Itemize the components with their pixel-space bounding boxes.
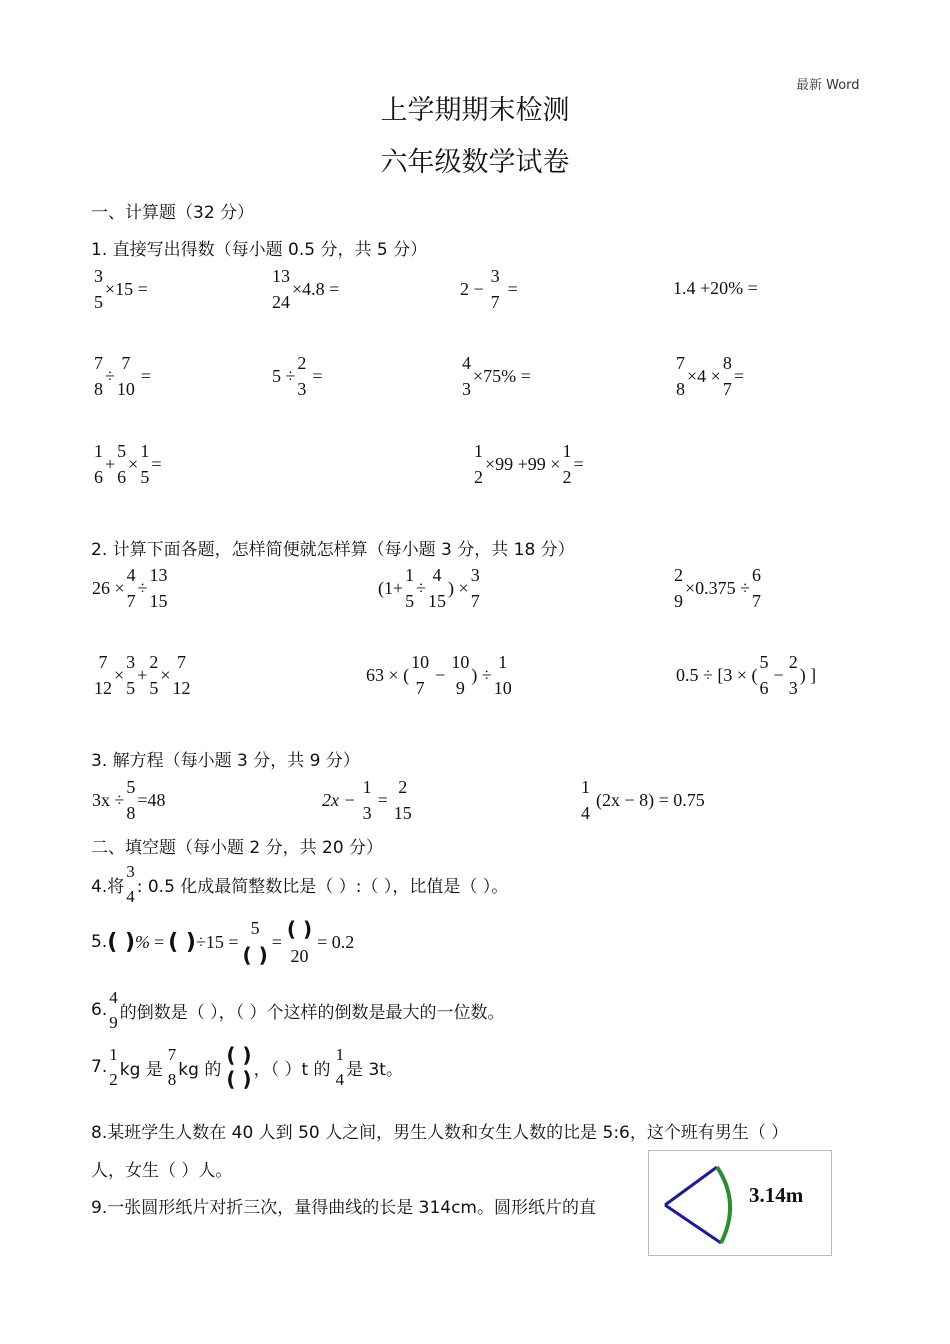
q6: 6. 4 9 的倒数是（ ），（ ）个这样的倒数是最大的一位数。 [91,988,505,1032]
q2-d: 7 12 × 3 5 + 2 5 × 7 12 [94,652,191,698]
q1-r2c2: 5 ÷ 2 3 = [272,353,323,399]
q2-b: (1+ 1 5 ÷ 4 15 ) × 3 7 [378,565,480,611]
q1-r1c4: 1.4 +20% = [673,278,758,298]
sector-radius-top [665,1167,717,1205]
q2-c: 2 9 ×0.375 ÷ 6 7 [674,565,762,611]
q4: 4.将 3 4 : 0.5 化成最简整数比是（ ）:（ ），比值是（ ）。 [91,862,509,906]
q8-line2: 人，女生（ ）人。 [91,1161,233,1181]
q5: 5. ( ) % = ( ) ÷15 = 5 ( ) = ( ) 20 = 0.2 [91,917,355,967]
q7: 7. 1 2 kg 是 7 8 kg 的 ( ) ( ) ，（ ）t 的 1 4 是 3t。 [91,1043,403,1091]
exam-subtitle: 六年级数学试卷 [380,147,570,178]
header-label: 最新 Word [796,78,860,93]
fraction: 3 5 [94,266,103,312]
q1-r3c1: 1 6 + 5 6 × 1 5 = [94,441,162,487]
sector-figure [648,1150,832,1256]
section2-heading: 二、填空题（每小题 2 分，共 20 分） [91,838,384,858]
q3-heading: 3. 解方程（每小题 3 分，共 9 分） [91,751,360,771]
q8-line1: 8.某班学生人数在 40 人到 50 人之间，男生人数和女生人数的比是 5:6，这个班有男生（ ） [91,1123,789,1143]
sector-arc [717,1167,730,1243]
q3-a: 3x ÷ 5 8 =48 [92,777,166,823]
section1-heading: 一、计算题（32 分） [91,203,255,223]
q9-text: 9.一张圆形纸片对折三次，量得曲线的长是 314cm。圆形纸片的直 [91,1198,596,1218]
exam-title: 上学期期末检测 [380,95,570,126]
q1-r2c4: 7 8 ×4 × 8 7 = [676,353,744,399]
q1-r1c2: 13 24 ×4.8 = [272,266,340,312]
q2-heading: 2. 计算下面各题，怎样简便就怎样算（每小题 3 分，共 18 分） [91,540,575,560]
sector-length-label: 3.14m [749,1183,804,1207]
q1-heading: 1. 直接写出得数（每小题 0.5 分，共 5 分） [91,240,428,260]
q1-r1c1: 3 5 ×15 = [94,266,148,312]
q2-a: 26 × 4 7 ÷ 13 15 [92,565,168,611]
q1-r1c3: 2 − 3 7 = [460,266,518,312]
q1-r2c1: 7 8 ÷ 7 10 = [94,353,152,399]
sector-diagram [649,1151,831,1255]
q1-r2c3: 4 3 ×75% = [462,353,531,399]
sector-radius-bottom [665,1205,721,1243]
q1-r3c2: 1 2 ×99 +99 × 1 2 = [474,441,584,487]
q3-c: 1 4 (2x − 8) = 0.75 [581,777,705,823]
q3-b: 2x − 1 3 = 2 15 [322,777,412,823]
q2-f: 0.5 ÷ [3 × ( 5 6 − 2 3 ) ] [676,652,817,698]
q2-e: 63 × ( 10 7 − 10 9 ) ÷ 1 10 [366,652,512,698]
